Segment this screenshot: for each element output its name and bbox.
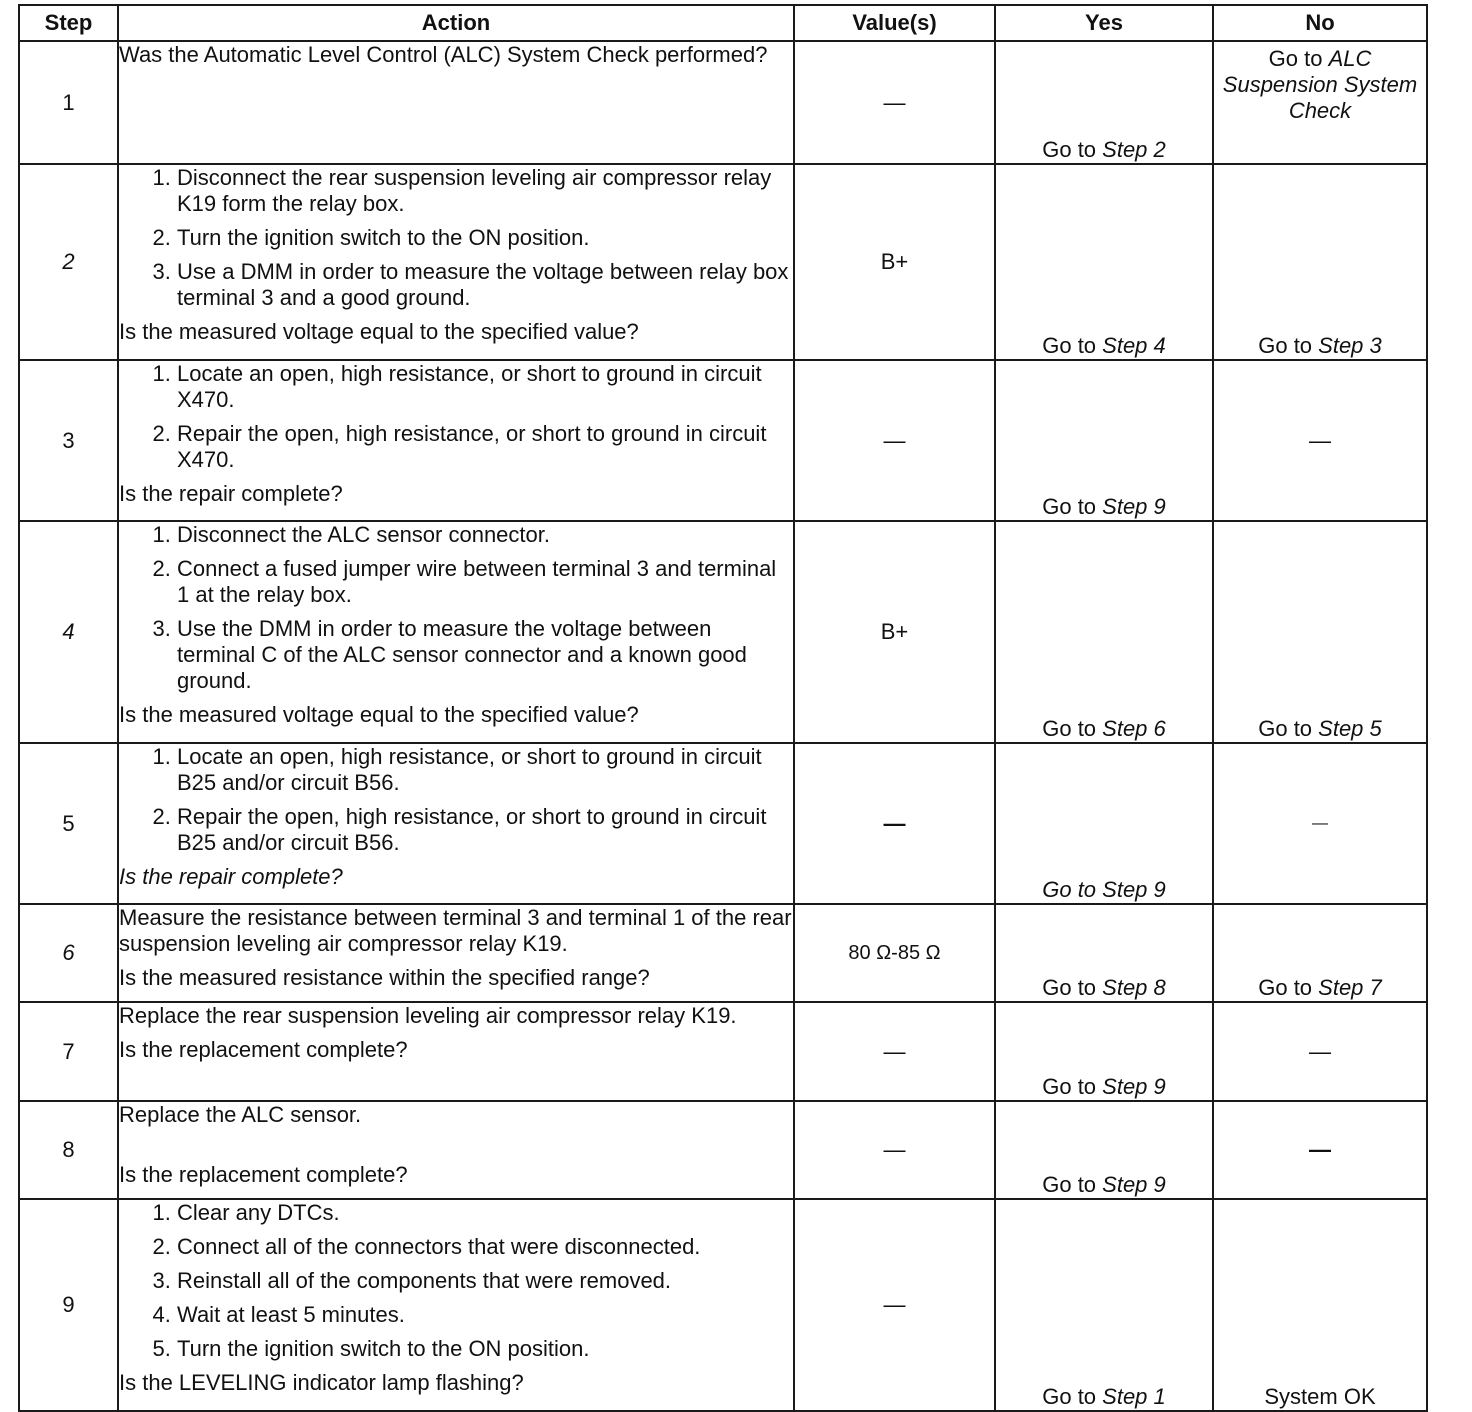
action-list [119, 165, 793, 311]
header-value: Value(s) [794, 5, 995, 41]
action-cell [118, 1199, 794, 1411]
table-row [19, 743, 1427, 904]
no-cell: Go to Step 5 [1213, 521, 1427, 743]
value-cell: — [794, 1199, 995, 1411]
action-list [119, 361, 793, 473]
step-reference[interactable]: Step 9 [1102, 1074, 1166, 1099]
table-row [19, 521, 1427, 743]
action-question: Is the measured voltage equal to the specified value? [119, 702, 639, 727]
table-row [19, 1101, 1427, 1199]
action-item: 5. Turn the ignition switch to the ON position. [177, 1336, 793, 1362]
yes-cell: Go to Step 6 [995, 521, 1213, 743]
no-cell: System OK [1213, 1199, 1427, 1411]
no-cell: Go to Step 3 [1213, 164, 1427, 360]
step-reference[interactable]: Step 3 [1318, 333, 1382, 358]
step-reference[interactable]: Step 9 [1102, 877, 1166, 902]
step-number: 1 [19, 41, 118, 164]
action-list [119, 1200, 793, 1362]
yes-cell: Go to Step 9 [995, 1002, 1213, 1101]
value-cell: B+ [794, 164, 995, 360]
action-item: 1. Locate an open, high resistance, or short to ground in circuit X470. [177, 361, 793, 413]
action-item: 3. Use the DMM in order to measure the voltage between terminal C of the ALC sensor connector and a known good ground. [177, 616, 793, 694]
value-cell: B+ [794, 521, 995, 743]
step-reference[interactable]: Step 7 [1318, 975, 1382, 1000]
system-check-reference[interactable]: ALC Suspension System Check [1222, 46, 1418, 123]
action-question: Is the repair complete? [119, 481, 343, 506]
action-question: Is the LEVELING indicator lamp flashing? [119, 1370, 524, 1395]
action-question: Is the replacement complete? [119, 1037, 408, 1062]
action-question: Is the repair complete? [119, 864, 343, 889]
action-item: 3. Use a DMM in order to measure the voltage between relay box terminal 3 and a good ground. [177, 259, 793, 311]
value-cell: 80 Ω-85 Ω [794, 904, 995, 1002]
action-item: 1. Clear any DTCs. [177, 1200, 793, 1226]
no-cell: Go to ALC Suspension System Check [1213, 41, 1427, 164]
action-cell [118, 1101, 794, 1199]
step-number: 6 [19, 904, 118, 1002]
step-number: 8 [19, 1101, 118, 1199]
yes-cell: Go to Step 4 [995, 164, 1213, 360]
header-step: Step [19, 5, 118, 41]
action-item: 2. Repair the open, high resistance, or short to ground in circuit B25 and/or circuit B56. [177, 804, 793, 856]
action-list [119, 522, 793, 694]
step-reference[interactable]: Step 6 [1102, 716, 1166, 741]
header-no: No [1213, 5, 1427, 41]
value-cell: — [794, 41, 995, 164]
no-cell: — [1213, 1002, 1427, 1101]
step-number: 3 [19, 360, 118, 521]
action-item: 1. Disconnect the ALC sensor connector. [177, 522, 793, 548]
header-yes: Yes [995, 5, 1213, 41]
yes-cell: Go to Step 8 [995, 904, 1213, 1002]
step-reference[interactable]: Step 1 [1102, 1384, 1166, 1409]
action-item: 2. Connect a fused jumper wire between terminal 3 and terminal 1 at the relay box. [177, 556, 793, 608]
action-text: Was the Automatic Level Control (ALC) System Check performed? [119, 42, 768, 67]
yes-cell: Go to Step 9 [995, 743, 1213, 904]
action-item: 1. Locate an open, high resistance, or short to ground in circuit B25 and/or circuit B56. [177, 744, 793, 796]
action-cell [118, 41, 794, 164]
yes-cell: Go to Step 9 [995, 1101, 1213, 1199]
step-reference[interactable]: Step 2 [1102, 137, 1166, 162]
table-row [19, 904, 1427, 1002]
table-row [19, 360, 1427, 521]
action-item: 1. Disconnect the rear suspension leveling air compressor relay K19 form the relay box. [177, 165, 793, 217]
table-row [19, 164, 1427, 360]
yes-cell: Go to Step 1 [995, 1199, 1213, 1411]
step-number: 2 [19, 164, 118, 360]
no-cell: — [1213, 1101, 1427, 1199]
action-item: 2. Repair the open, high resistance, or short to ground in circuit X470. [177, 421, 793, 473]
yes-cell: Go to Step 9 [995, 360, 1213, 521]
action-question: Is the replacement complete? [119, 1162, 408, 1187]
action-text: Replace the ALC sensor. [119, 1102, 362, 1127]
step-reference[interactable]: Step 8 [1102, 975, 1166, 1000]
action-cell [118, 360, 794, 521]
value-cell: — [794, 1101, 995, 1199]
no-cell: — [1213, 360, 1427, 521]
step-number: 4 [19, 521, 118, 743]
action-question: Is the measured voltage equal to the specified value? [119, 319, 639, 344]
step-reference[interactable]: Step 5 [1318, 716, 1382, 741]
action-item: 3. Reinstall all of the components that were removed. [177, 1268, 793, 1294]
action-cell [118, 521, 794, 743]
yes-cell: Go to Step 2 [995, 41, 1213, 164]
step-reference[interactable]: Step 9 [1102, 1172, 1166, 1197]
step-number: 5 [19, 743, 118, 904]
no-cell: — [1213, 743, 1427, 904]
table-row [19, 1002, 1427, 1101]
step-reference[interactable]: Step 4 [1102, 333, 1166, 358]
table-row [19, 41, 1427, 164]
table-row [19, 1199, 1427, 1411]
value-cell: — [794, 743, 995, 904]
action-cell [118, 743, 794, 904]
value-cell: — [794, 1002, 995, 1101]
step-number: 7 [19, 1002, 118, 1101]
action-item: 2. Turn the ignition switch to the ON position. [177, 225, 793, 251]
header-action: Action [118, 5, 794, 41]
action-list [119, 744, 793, 856]
action-item: 2. Connect all of the connectors that were disconnected. [177, 1234, 793, 1260]
action-cell [118, 164, 794, 360]
step-reference[interactable]: Step 9 [1102, 494, 1166, 519]
action-item: 4. Wait at least 5 minutes. [177, 1302, 793, 1328]
diagnostic-table [18, 4, 1428, 1412]
action-question: Is the measured resistance within the specified range? [119, 965, 650, 990]
header-row [19, 5, 1427, 41]
value-cell: — [794, 360, 995, 521]
action-text: Measure the resistance between terminal 3 and terminal 1 of the rear suspension leveling air compressor relay K19. [119, 905, 792, 956]
action-cell [118, 904, 794, 1002]
step-number: 9 [19, 1199, 118, 1411]
no-cell: Go to Step 7 [1213, 904, 1427, 1002]
action-text: Replace the rear suspension leveling air compressor relay K19. [119, 1003, 737, 1028]
action-cell [118, 1002, 794, 1101]
